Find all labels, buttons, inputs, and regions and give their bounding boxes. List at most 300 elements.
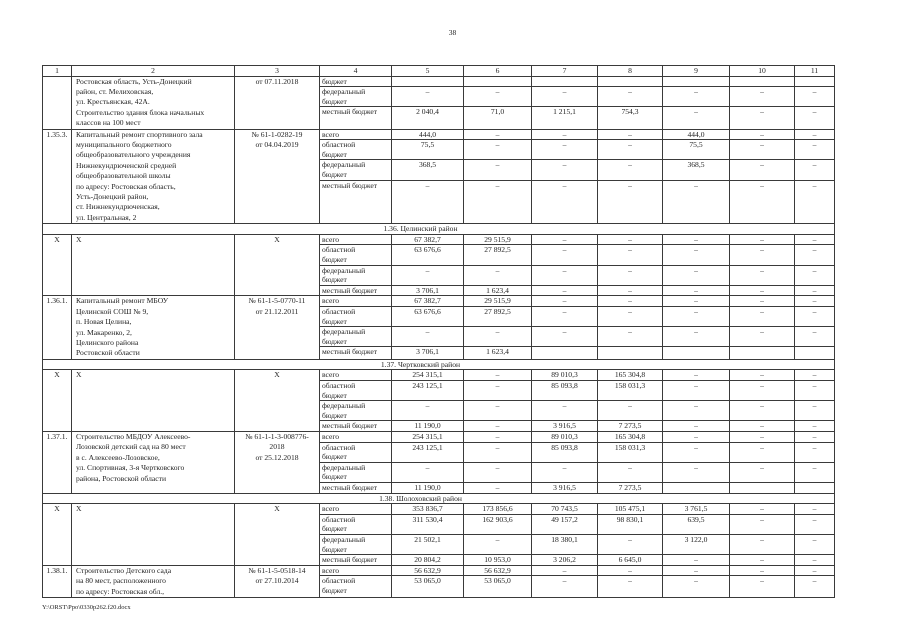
funding-source-row [320, 401, 835, 421]
object-description-cell: Ростовская область, Усть-Донецкий район, ст. Мелиховская, ул. Крестьянская, 42А. Строительство здания блока начальных классов на 100 мест [72, 77, 235, 129]
funding-source-label: областной бюджет [320, 381, 392, 400]
project-document-cell: X [235, 504, 320, 565]
amount-cell: 254 315,1 [392, 370, 464, 380]
amount-cell: 18 380,1 [532, 535, 598, 554]
district-section-row [43, 494, 835, 505]
amount-cell: 67 382,7 [392, 235, 464, 245]
table-row [43, 296, 835, 359]
funding-source-label: всего [320, 504, 392, 514]
column-number-header: 7 [532, 66, 598, 76]
amount-cell: – [730, 296, 795, 306]
funding-source-row [320, 483, 835, 493]
amount-cell [392, 77, 464, 87]
funding-source-label: местный бюджет [320, 107, 392, 128]
amount-cell: 368,5 [392, 160, 464, 179]
funding-source-label: всего [320, 235, 392, 245]
amount-cell: – [464, 463, 532, 482]
funding-source-label: областной бюджет [320, 245, 392, 264]
amount-cell: – [730, 535, 795, 554]
budget-table [42, 65, 835, 598]
item-number-cell [43, 77, 72, 129]
amount-cell: – [795, 432, 835, 442]
district-section-row [43, 224, 835, 235]
amount-cell: – [795, 421, 835, 431]
amount-cell: – [730, 370, 795, 380]
funding-source-row [320, 463, 835, 483]
amount-cell: 71,0 [464, 107, 532, 128]
project-document-cell: от 07.11.2018 [235, 77, 320, 129]
amount-cell: – [532, 181, 598, 224]
amount-cell: – [795, 160, 835, 179]
amount-cell: – [795, 555, 835, 565]
funding-sources-group [320, 77, 835, 129]
object-description-cell: X [72, 370, 235, 431]
table-row [43, 130, 835, 225]
amount-cell: – [392, 401, 464, 420]
amount-cell: 3 761,5 [663, 504, 730, 514]
amount-cell: – [730, 443, 795, 462]
amount-cell: – [392, 87, 464, 106]
amount-cell: – [730, 245, 795, 264]
amount-cell: – [392, 181, 464, 224]
amount-cell: – [795, 327, 835, 346]
amount-cell: – [532, 235, 598, 245]
amount-cell: – [795, 401, 835, 420]
amount-cell: – [795, 535, 835, 554]
amount-cell: – [730, 160, 795, 179]
amount-cell: – [464, 432, 532, 442]
amount-cell: – [532, 245, 598, 264]
funding-source-row [320, 327, 835, 347]
district-section-title: 1.37. Чертковский район [43, 360, 835, 370]
amount-cell: 165 304,8 [598, 370, 663, 380]
amount-cell: – [663, 432, 730, 442]
amount-cell: – [464, 181, 532, 224]
amount-cell: 3 122,0 [663, 535, 730, 554]
funding-sources-group [320, 432, 835, 493]
funding-source-row [320, 245, 835, 265]
amount-cell: – [532, 576, 598, 597]
amount-cell: 67 382,7 [392, 296, 464, 306]
amount-cell: 3 916,5 [532, 483, 598, 493]
amount-cell: – [392, 327, 464, 346]
amount-cell [730, 347, 795, 358]
amount-cell: – [795, 504, 835, 514]
funding-source-row [320, 566, 835, 577]
amount-cell: – [663, 296, 730, 306]
amount-cell: – [795, 463, 835, 482]
funding-source-label: федеральный бюджет [320, 463, 392, 482]
amount-cell: 243 125,1 [392, 443, 464, 462]
district-section-row [43, 360, 835, 371]
amount-cell: 63 676,6 [392, 245, 464, 264]
amount-cell: 165 304,8 [598, 432, 663, 442]
amount-cell: – [598, 235, 663, 245]
object-description-cell: Строительство Детского сада на 80 мест, расположенного по адресу: Ростовская обл., [72, 566, 235, 597]
amount-cell: – [663, 235, 730, 245]
amount-cell: 27 892,5 [464, 307, 532, 326]
amount-cell [663, 77, 730, 87]
funding-source-row [320, 421, 835, 431]
table-row [43, 235, 835, 297]
amount-cell: – [598, 327, 663, 346]
amount-cell: – [464, 401, 532, 420]
funding-source-row [320, 347, 835, 358]
amount-cell [598, 77, 663, 87]
funding-source-label: областной бюджет [320, 140, 392, 159]
amount-cell: 53 065,0 [392, 576, 464, 597]
column-number-header: 5 [392, 66, 464, 76]
funding-source-label: всего [320, 130, 392, 140]
amount-cell: – [730, 235, 795, 245]
amount-cell: 70 743,5 [532, 504, 598, 514]
amount-cell: – [730, 130, 795, 140]
amount-cell: 444,0 [392, 130, 464, 140]
amount-cell: – [663, 245, 730, 264]
project-document-cell: № 61-1-5-0518-14 от 27.10.2014 [235, 566, 320, 597]
object-description-cell: X [72, 504, 235, 565]
amount-cell: 85 093,8 [532, 381, 598, 400]
amount-cell: 105 475,1 [598, 504, 663, 514]
amount-cell: 254 315,1 [392, 432, 464, 442]
amount-cell: – [464, 443, 532, 462]
amount-cell: 10 953,0 [464, 555, 532, 565]
amount-cell: 75,5 [392, 140, 464, 159]
amount-cell: – [464, 381, 532, 400]
column-number-header: 1 [43, 66, 72, 76]
amount-cell: – [598, 266, 663, 285]
amount-cell: 162 903,6 [464, 515, 532, 534]
column-number-header: 3 [235, 66, 320, 76]
amount-cell: – [598, 296, 663, 306]
object-description-cell: Строительство МБДОУ Алексеево- Лозовской детский сад на 80 мест в с. Алексеево-Лозовское, ул. Спортивная, 3-я Чертковского района, Ростовской области [72, 432, 235, 493]
amount-cell: – [795, 181, 835, 224]
amount-cell [464, 77, 532, 87]
amount-cell: 21 502,1 [392, 535, 464, 554]
amount-cell: – [464, 160, 532, 179]
amount-cell: – [532, 327, 598, 346]
amount-cell: – [795, 307, 835, 326]
amount-cell: – [663, 576, 730, 597]
amount-cell: – [464, 421, 532, 431]
item-number-cell: 1.35.3. [43, 130, 72, 224]
amount-cell: – [795, 576, 835, 597]
amount-cell: 353 836,7 [392, 504, 464, 514]
funding-source-row [320, 381, 835, 401]
amount-cell: – [795, 443, 835, 462]
amount-cell: – [532, 463, 598, 482]
amount-cell: – [663, 421, 730, 431]
item-number-cell: 1.38.1. [43, 566, 72, 597]
amount-cell: 11 190,0 [392, 421, 464, 431]
amount-cell: – [598, 463, 663, 482]
funding-source-row [320, 107, 835, 128]
table-row [43, 77, 835, 130]
column-number-header: 2 [72, 66, 235, 76]
funding-source-row [320, 515, 835, 535]
amount-cell: – [730, 432, 795, 442]
amount-cell: – [598, 401, 663, 420]
amount-cell: 29 515,9 [464, 296, 532, 306]
funding-source-label: всего [320, 296, 392, 306]
amount-cell: 53 065,0 [464, 576, 532, 597]
amount-cell: – [663, 566, 730, 576]
amount-cell: – [532, 160, 598, 179]
amount-cell: – [730, 266, 795, 285]
amount-cell: – [532, 266, 598, 285]
amount-cell: – [795, 296, 835, 306]
amount-cell: 158 031,3 [598, 443, 663, 462]
project-document-cell: X [235, 370, 320, 431]
project-document-cell: № 61-1-0282-19 от 04.04.2019 [235, 130, 320, 224]
amount-cell: 173 856,6 [464, 504, 532, 514]
amount-cell: – [532, 130, 598, 140]
funding-source-label: федеральный бюджет [320, 401, 392, 420]
funding-source-label: областной бюджет [320, 307, 392, 326]
amount-cell: – [730, 515, 795, 534]
column-number-header: 6 [464, 66, 532, 76]
amount-cell: 2 040,4 [392, 107, 464, 128]
amount-cell: – [663, 327, 730, 346]
amount-cell [532, 347, 598, 358]
amount-cell: 7 273,5 [598, 483, 663, 493]
funding-source-row [320, 504, 835, 515]
amount-cell: – [532, 307, 598, 326]
amount-cell: 1 623,4 [464, 347, 532, 358]
amount-cell: – [464, 130, 532, 140]
amount-cell: – [532, 87, 598, 106]
funding-source-row [320, 370, 835, 381]
amount-cell: – [663, 286, 730, 296]
amount-cell: – [663, 381, 730, 400]
project-document-cell: X [235, 235, 320, 296]
amount-cell [795, 483, 835, 493]
amount-cell: – [532, 286, 598, 296]
amount-cell: – [392, 463, 464, 482]
funding-source-label: федеральный бюджет [320, 160, 392, 179]
funding-source-row [320, 77, 835, 88]
amount-cell: – [663, 87, 730, 106]
amount-cell: – [663, 307, 730, 326]
funding-sources-group [320, 504, 835, 565]
amount-cell: – [730, 401, 795, 420]
amount-cell [795, 77, 835, 87]
amount-cell: – [795, 140, 835, 159]
amount-cell: – [663, 181, 730, 224]
funding-sources-group [320, 370, 835, 431]
district-section-title: 1.38. Шолоховский район [43, 494, 835, 504]
amount-cell: – [663, 463, 730, 482]
funding-source-label: областной бюджет [320, 443, 392, 462]
amount-cell: – [730, 286, 795, 296]
amount-cell: – [598, 245, 663, 264]
amount-cell: – [730, 140, 795, 159]
amount-cell: 1 215,1 [532, 107, 598, 128]
amount-cell: – [730, 504, 795, 514]
amount-cell: – [464, 370, 532, 380]
amount-cell: – [663, 555, 730, 565]
object-description-cell: X [72, 235, 235, 296]
project-document-cell: № 61-1-5-0770-11 от 21.12.2011 [235, 296, 320, 358]
amount-cell: 56 632,9 [392, 566, 464, 576]
amount-cell: – [795, 266, 835, 285]
amount-cell: – [464, 483, 532, 493]
amount-cell: – [730, 381, 795, 400]
amount-cell: – [598, 286, 663, 296]
funding-source-label: бюджет [320, 77, 392, 87]
funding-source-row [320, 296, 835, 307]
amount-cell: – [795, 107, 835, 128]
table-header-row [43, 66, 835, 77]
amount-cell: 311 530,4 [392, 515, 464, 534]
funding-source-row [320, 286, 835, 296]
funding-source-row [320, 130, 835, 141]
amount-cell: – [532, 296, 598, 306]
funding-sources-group [320, 296, 835, 358]
funding-source-row [320, 307, 835, 327]
amount-cell: 7 273,5 [598, 421, 663, 431]
amount-cell [663, 347, 730, 358]
funding-sources-group [320, 130, 835, 224]
funding-source-row [320, 160, 835, 180]
object-description-cell: Капитальный ремонт МБОУ Целинской СОШ № 9, п. Новая Целина, ул. Макаренко, 2, Целинского района Ростовской области [72, 296, 235, 358]
column-number-header: 10 [730, 66, 795, 76]
amount-cell: 639,5 [663, 515, 730, 534]
amount-cell: – [730, 107, 795, 128]
funding-source-row [320, 266, 835, 286]
funding-source-row [320, 443, 835, 463]
amount-cell: – [795, 515, 835, 534]
amount-cell: – [464, 266, 532, 285]
funding-source-row [320, 140, 835, 160]
column-number-header: 11 [795, 66, 835, 76]
funding-source-row [320, 555, 835, 565]
amount-cell: – [598, 160, 663, 179]
amount-cell: 49 157,2 [532, 515, 598, 534]
amount-cell: 368,5 [663, 160, 730, 179]
item-number-cell: 1.36.1. [43, 296, 72, 358]
item-number-cell: X [43, 235, 72, 296]
funding-source-row [320, 576, 835, 597]
amount-cell: – [464, 140, 532, 159]
amount-cell: – [598, 140, 663, 159]
amount-cell: 3 706,1 [392, 347, 464, 358]
amount-cell: – [795, 235, 835, 245]
amount-cell: 75,5 [663, 140, 730, 159]
amount-cell: – [598, 130, 663, 140]
amount-cell: – [663, 370, 730, 380]
funding-sources-group [320, 235, 835, 296]
amount-cell: – [663, 107, 730, 128]
amount-cell: – [730, 307, 795, 326]
amount-cell: – [663, 443, 730, 462]
amount-cell: 754,3 [598, 107, 663, 128]
amount-cell [795, 347, 835, 358]
amount-cell: – [598, 535, 663, 554]
amount-cell: 11 190,0 [392, 483, 464, 493]
amount-cell [532, 77, 598, 87]
funding-source-label: местный бюджет [320, 181, 392, 224]
amount-cell: – [730, 576, 795, 597]
amount-cell: – [730, 555, 795, 565]
amount-cell: 444,0 [663, 130, 730, 140]
amount-cell: – [730, 421, 795, 431]
funding-sources-group [320, 566, 835, 597]
amount-cell: – [598, 566, 663, 576]
funding-source-row [320, 235, 835, 246]
amount-cell: – [598, 181, 663, 224]
table-row [43, 566, 835, 598]
amount-cell: – [795, 370, 835, 380]
amount-cell: – [795, 245, 835, 264]
amount-cell: – [532, 401, 598, 420]
amount-cell: 89 010,3 [532, 370, 598, 380]
amount-cell: 85 093,8 [532, 443, 598, 462]
funding-source-label: федеральный бюджет [320, 535, 392, 554]
amount-cell: 3 206,2 [532, 555, 598, 565]
amount-cell [598, 347, 663, 358]
amount-cell: 158 031,3 [598, 381, 663, 400]
funding-source-row [320, 432, 835, 443]
funding-source-label: областной бюджет [320, 576, 392, 597]
item-number-cell: X [43, 504, 72, 565]
funding-source-label: областной бюджет [320, 515, 392, 534]
amount-cell: – [795, 286, 835, 296]
funding-source-label: местный бюджет [320, 555, 392, 565]
item-number-cell: 1.37.1. [43, 432, 72, 493]
amount-cell: – [795, 130, 835, 140]
funding-source-label: всего [320, 566, 392, 576]
object-description-cell: Капитальный ремонт спортивного зала муниципального бюджетного общеобразовательного учреждения Нижнекундрюченской средней общеобразовательной школы по адресу: Ростовская область, Усть-Донецкий район, ст. Нижнекундрюченская, ул. Центральная, 2 [72, 130, 235, 224]
funding-source-label: федеральный бюджет [320, 87, 392, 106]
amount-cell: 89 010,3 [532, 432, 598, 442]
amount-cell: – [598, 87, 663, 106]
column-number-header: 9 [663, 66, 730, 76]
table-row [43, 370, 835, 432]
amount-cell: – [795, 566, 835, 576]
funding-source-row [320, 87, 835, 107]
amount-cell: – [730, 566, 795, 576]
amount-cell: – [730, 87, 795, 106]
funding-source-label: местный бюджет [320, 421, 392, 431]
amount-cell: – [730, 181, 795, 224]
amount-cell [730, 483, 795, 493]
amount-cell: – [532, 566, 598, 576]
amount-cell: – [795, 87, 835, 106]
page-number: 38 [448, 28, 457, 37]
amount-cell: – [464, 87, 532, 106]
funding-source-label: местный бюджет [320, 347, 392, 358]
amount-cell [730, 77, 795, 87]
amount-cell: – [532, 140, 598, 159]
funding-source-label: федеральный бюджет [320, 327, 392, 346]
project-document-cell: № 61-1-1-3-008776- 2018 от 25.12.2018 [235, 432, 320, 493]
amount-cell: 29 515,9 [464, 235, 532, 245]
amount-cell: 56 632,9 [464, 566, 532, 576]
amount-cell: 1 623,4 [464, 286, 532, 296]
district-section-title: 1.36. Целинский район [43, 224, 835, 234]
amount-cell: – [464, 535, 532, 554]
amount-cell: 6 645,0 [598, 555, 663, 565]
amount-cell: 3 916,5 [532, 421, 598, 431]
amount-cell: – [730, 327, 795, 346]
funding-source-label: всего [320, 432, 392, 442]
amount-cell: 3 706,1 [392, 286, 464, 296]
table-row [43, 432, 835, 494]
amount-cell: – [598, 576, 663, 597]
amount-cell: – [795, 381, 835, 400]
funding-source-label: всего [320, 370, 392, 380]
